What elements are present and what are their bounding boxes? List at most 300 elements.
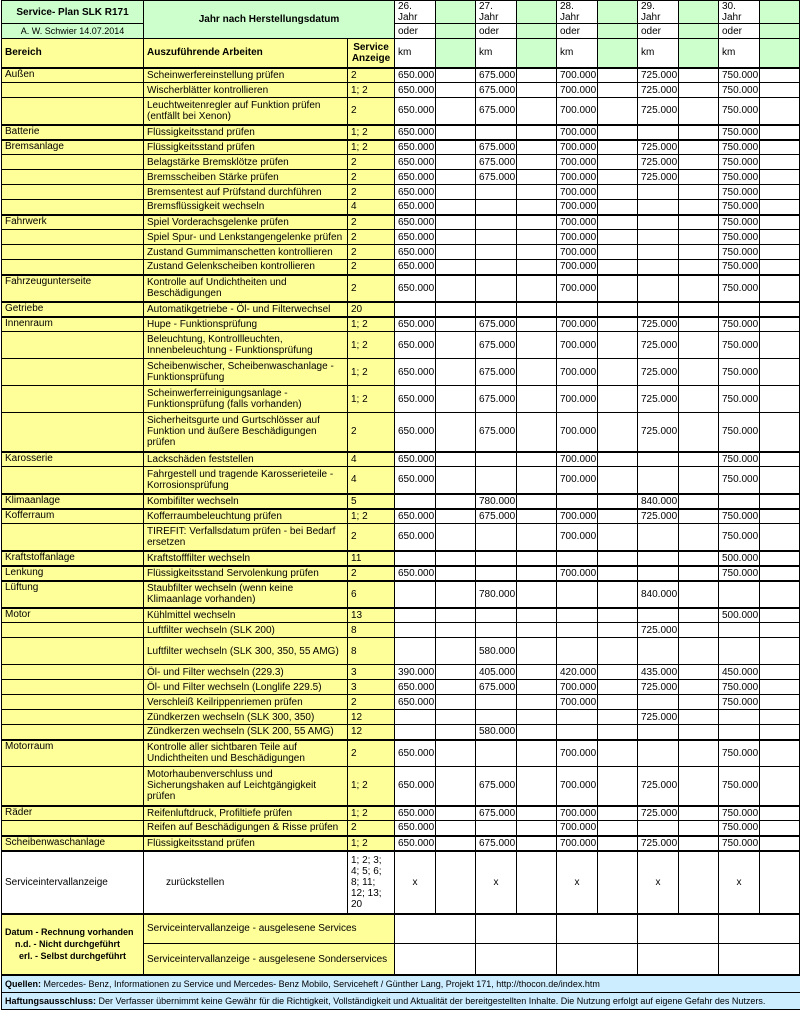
km-value-cell: 750.000 bbox=[719, 155, 760, 170]
entry-cell[interactable] bbox=[760, 68, 800, 83]
km-value-cell bbox=[476, 275, 517, 302]
entry-cell[interactable] bbox=[679, 317, 719, 332]
entry-cell[interactable] bbox=[679, 413, 719, 452]
service-code-cell: 2 bbox=[348, 695, 395, 710]
entry-cell[interactable] bbox=[436, 494, 476, 509]
area-cell: Lenkung bbox=[2, 566, 144, 581]
entry-cell[interactable] bbox=[436, 170, 476, 185]
entry-cell[interactable] bbox=[760, 185, 800, 200]
km-value-cell bbox=[395, 638, 436, 665]
entry-cell[interactable] bbox=[598, 332, 638, 359]
table-row bbox=[2, 68, 800, 83]
entry-cell[interactable] bbox=[436, 623, 476, 638]
entry-cell[interactable] bbox=[760, 170, 800, 185]
entry-cell[interactable] bbox=[598, 851, 638, 914]
entry-cell[interactable] bbox=[517, 725, 557, 740]
entry-cell[interactable] bbox=[598, 125, 638, 140]
entry-cell[interactable] bbox=[679, 155, 719, 170]
entry-cell[interactable] bbox=[598, 386, 638, 413]
entry-cell[interactable] bbox=[436, 359, 476, 386]
km-value-cell: 700.000 bbox=[557, 524, 598, 551]
entry-cell[interactable] bbox=[517, 638, 557, 665]
entry-cell[interactable] bbox=[760, 695, 800, 710]
disclaimer-note bbox=[1, 993, 800, 1010]
entry-cell[interactable] bbox=[679, 680, 719, 695]
entry-cell[interactable] bbox=[760, 245, 800, 260]
service-code-cell: 1; 2 bbox=[348, 140, 395, 155]
entry-cell[interactable] bbox=[517, 836, 557, 851]
km-value-cell: 675.000 bbox=[476, 332, 517, 359]
entry-cell[interactable] bbox=[679, 695, 719, 710]
entry-cell[interactable] bbox=[436, 767, 476, 806]
entry-cell[interactable] bbox=[598, 740, 638, 767]
entry-cell[interactable] bbox=[598, 806, 638, 821]
km-value-cell: 750.000 bbox=[719, 185, 760, 200]
km-value-cell: 750.000 bbox=[719, 821, 760, 836]
entry-cell[interactable] bbox=[517, 230, 557, 245]
entry-cell[interactable] bbox=[517, 140, 557, 155]
entry-cell[interactable] bbox=[760, 665, 800, 680]
entry-cell[interactable] bbox=[436, 608, 476, 623]
entry-cell[interactable] bbox=[679, 386, 719, 413]
entry-cell[interactable] bbox=[436, 83, 476, 98]
entry-cell[interactable] bbox=[517, 215, 557, 230]
entry-cell[interactable] bbox=[760, 851, 800, 914]
entry-cell[interactable] bbox=[598, 695, 638, 710]
km-value-cell: 650.000 bbox=[395, 467, 436, 494]
entry-cell[interactable] bbox=[436, 665, 476, 680]
entry-cell[interactable] bbox=[517, 155, 557, 170]
entry-cell[interactable] bbox=[760, 317, 800, 332]
entry-cell[interactable] bbox=[679, 215, 719, 230]
entry-cell[interactable] bbox=[517, 551, 557, 566]
entry-cell[interactable] bbox=[557, 914, 638, 944]
entry-cell[interactable] bbox=[517, 170, 557, 185]
entry-cell[interactable] bbox=[598, 170, 638, 185]
entry-cell[interactable] bbox=[517, 68, 557, 83]
km-value-cell: 650.000 bbox=[395, 83, 436, 98]
service-code-cell: 5 bbox=[348, 494, 395, 509]
entry-cell[interactable] bbox=[760, 623, 800, 638]
entry-cell[interactable] bbox=[760, 680, 800, 695]
entry-cell[interactable] bbox=[436, 821, 476, 836]
km-value-cell: 700.000 bbox=[557, 386, 598, 413]
entry-cell[interactable] bbox=[517, 695, 557, 710]
entry-cell[interactable] bbox=[679, 260, 719, 275]
entry-cell[interactable] bbox=[517, 509, 557, 524]
entry-cell[interactable] bbox=[517, 680, 557, 695]
entry-cell[interactable] bbox=[517, 98, 557, 125]
entry-cell[interactable] bbox=[436, 230, 476, 245]
entry-cell[interactable] bbox=[436, 566, 476, 581]
entry-cell[interactable] bbox=[679, 551, 719, 566]
entry-cell[interactable] bbox=[436, 467, 476, 494]
oder-label: oder bbox=[395, 24, 436, 39]
entry-cell[interactable] bbox=[517, 359, 557, 386]
entry-cell[interactable] bbox=[598, 524, 638, 551]
entry-cell[interactable] bbox=[436, 509, 476, 524]
entry-cell[interactable] bbox=[476, 944, 557, 975]
entry-cell[interactable] bbox=[760, 155, 800, 170]
entry-cell[interactable] bbox=[760, 524, 800, 551]
entry-cell[interactable] bbox=[436, 725, 476, 740]
km-value-cell: 725.000 bbox=[638, 623, 679, 638]
km-value-cell: 750.000 bbox=[719, 332, 760, 359]
entry-cell[interactable] bbox=[760, 581, 800, 608]
entry-cell[interactable] bbox=[598, 566, 638, 581]
entry-cell[interactable] bbox=[760, 821, 800, 836]
entry-cell[interactable] bbox=[679, 524, 719, 551]
entry-cell[interactable] bbox=[436, 581, 476, 608]
service-code-cell: 1; 2 bbox=[348, 83, 395, 98]
entry-cell[interactable] bbox=[760, 260, 800, 275]
entry-cell[interactable] bbox=[517, 740, 557, 767]
km-value-cell bbox=[638, 302, 679, 317]
entry-cell[interactable] bbox=[598, 509, 638, 524]
entry-cell[interactable] bbox=[598, 494, 638, 509]
km-value-cell: 780.000 bbox=[476, 494, 517, 509]
entry-cell[interactable] bbox=[517, 245, 557, 260]
entry-cell[interactable] bbox=[517, 260, 557, 275]
entry-cell[interactable] bbox=[679, 68, 719, 83]
entry-cell[interactable] bbox=[679, 608, 719, 623]
table-row bbox=[2, 509, 800, 524]
entry-cell[interactable] bbox=[679, 836, 719, 851]
km-label: km bbox=[638, 39, 679, 68]
entry-cell[interactable] bbox=[436, 710, 476, 725]
entry-cell[interactable] bbox=[436, 695, 476, 710]
entry-cell[interactable] bbox=[436, 806, 476, 821]
entry-cell[interactable] bbox=[760, 566, 800, 581]
km-value-cell: 780.000 bbox=[476, 581, 517, 608]
entry-cell[interactable] bbox=[598, 260, 638, 275]
entry-cell[interactable] bbox=[679, 332, 719, 359]
entry-cell[interactable] bbox=[760, 467, 800, 494]
entry-cell[interactable] bbox=[517, 413, 557, 452]
entry-cell[interactable] bbox=[760, 386, 800, 413]
entry-cell[interactable] bbox=[517, 608, 557, 623]
entry-cell[interactable] bbox=[598, 155, 638, 170]
entry-cell[interactable] bbox=[436, 140, 476, 155]
entry-cell[interactable] bbox=[679, 638, 719, 665]
entry-cell[interactable] bbox=[598, 665, 638, 680]
entry-cell[interactable] bbox=[517, 494, 557, 509]
area-cell: Innenraum bbox=[2, 317, 144, 332]
entry-cell[interactable] bbox=[679, 710, 719, 725]
entry-cell[interactable] bbox=[760, 413, 800, 452]
entry-cell[interactable] bbox=[719, 914, 800, 944]
entry-cell[interactable] bbox=[598, 317, 638, 332]
area-cell: Kraftstoffanlage bbox=[2, 551, 144, 566]
area-cell: Räder bbox=[2, 806, 144, 821]
service-code-cell: 1; 2 bbox=[348, 125, 395, 140]
entry-cell[interactable] bbox=[598, 821, 638, 836]
legend-read-special: Serviceintervallanzeige - ausgelesene Sonderservices bbox=[144, 944, 395, 975]
entry-cell[interactable] bbox=[436, 185, 476, 200]
entry-cell[interactable] bbox=[436, 125, 476, 140]
entry-cell[interactable] bbox=[476, 914, 557, 944]
entry-cell[interactable] bbox=[679, 200, 719, 215]
entry-cell[interactable] bbox=[760, 359, 800, 386]
entry-cell[interactable] bbox=[760, 638, 800, 665]
entry-cell[interactable] bbox=[598, 467, 638, 494]
entry-cell[interactable] bbox=[517, 275, 557, 302]
entry-cell[interactable] bbox=[517, 710, 557, 725]
entry-cell[interactable] bbox=[760, 725, 800, 740]
entry-cell[interactable] bbox=[598, 230, 638, 245]
entry-cell[interactable] bbox=[598, 836, 638, 851]
entry-cell[interactable] bbox=[517, 767, 557, 806]
entry-cell[interactable] bbox=[598, 413, 638, 452]
entry-cell[interactable] bbox=[760, 551, 800, 566]
km-value-cell: 700.000 bbox=[557, 836, 598, 851]
entry-cell[interactable] bbox=[598, 710, 638, 725]
entry-cell[interactable] bbox=[598, 68, 638, 83]
entry-cell[interactable] bbox=[598, 302, 638, 317]
entry-cell[interactable] bbox=[760, 740, 800, 767]
entry-cell[interactable] bbox=[760, 452, 800, 467]
entry-cell[interactable] bbox=[436, 413, 476, 452]
entry-cell[interactable] bbox=[436, 638, 476, 665]
entry-cell[interactable] bbox=[436, 215, 476, 230]
task-cell: Kombifilter wechseln bbox=[144, 494, 348, 509]
entry-cell[interactable] bbox=[679, 83, 719, 98]
km-value-cell bbox=[557, 710, 598, 725]
entry-cell[interactable] bbox=[679, 245, 719, 260]
entry-cell[interactable] bbox=[760, 608, 800, 623]
entry-cell[interactable] bbox=[679, 185, 719, 200]
table-row bbox=[2, 767, 800, 806]
km-value-cell: 650.000 bbox=[395, 509, 436, 524]
entry-cell[interactable] bbox=[638, 914, 719, 944]
entry-cell[interactable] bbox=[436, 302, 476, 317]
entry-cell[interactable] bbox=[679, 452, 719, 467]
entry-cell[interactable] bbox=[598, 359, 638, 386]
km-value-cell bbox=[557, 581, 598, 608]
entry-cell[interactable] bbox=[760, 200, 800, 215]
task-cell: Kraftstofffilter wechseln bbox=[144, 551, 348, 566]
entry-cell[interactable] bbox=[760, 332, 800, 359]
entry-cell[interactable] bbox=[436, 836, 476, 851]
entry-cell[interactable] bbox=[679, 467, 719, 494]
entry-cell[interactable] bbox=[436, 98, 476, 125]
entry-cell[interactable] bbox=[436, 386, 476, 413]
entry-cell[interactable] bbox=[598, 200, 638, 215]
entry-cell[interactable] bbox=[517, 125, 557, 140]
entry-cell[interactable] bbox=[760, 836, 800, 851]
km-value-cell: 650.000 bbox=[395, 695, 436, 710]
table-row bbox=[2, 740, 800, 767]
table-row bbox=[2, 200, 800, 215]
area-cell bbox=[2, 725, 144, 740]
entry-cell[interactable] bbox=[436, 275, 476, 302]
entry-cell[interactable] bbox=[436, 245, 476, 260]
entry-cell[interactable] bbox=[760, 509, 800, 524]
km-value-cell: 750.000 bbox=[719, 740, 760, 767]
km-value-cell: 580.000 bbox=[476, 638, 517, 665]
km-value-cell bbox=[476, 740, 517, 767]
table-row bbox=[2, 623, 800, 638]
entry-cell[interactable] bbox=[679, 125, 719, 140]
entry-cell[interactable] bbox=[598, 581, 638, 608]
service-code-cell: 1; 2 bbox=[348, 806, 395, 821]
entry-cell[interactable] bbox=[436, 680, 476, 695]
entry-cell[interactable] bbox=[436, 332, 476, 359]
entry-cell[interactable] bbox=[436, 551, 476, 566]
km-value-cell: 675.000 bbox=[476, 509, 517, 524]
entry-cell[interactable] bbox=[760, 710, 800, 725]
entry-cell[interactable] bbox=[760, 302, 800, 317]
entry-cell[interactable] bbox=[598, 638, 638, 665]
year-26: 26. Jahr bbox=[395, 1, 436, 24]
entry-cell[interactable] bbox=[679, 851, 719, 914]
entry-cell[interactable] bbox=[598, 623, 638, 638]
entry-cell[interactable] bbox=[679, 275, 719, 302]
entry-cell[interactable] bbox=[395, 944, 476, 975]
entry-cell[interactable] bbox=[436, 851, 476, 914]
entry-cell[interactable] bbox=[436, 68, 476, 83]
km-value-cell: 675.000 bbox=[476, 680, 517, 695]
entry-cell[interactable] bbox=[760, 494, 800, 509]
entry-cell[interactable] bbox=[679, 566, 719, 581]
entry-cell[interactable] bbox=[598, 140, 638, 155]
km-value-cell: 750.000 bbox=[719, 245, 760, 260]
entry-cell[interactable] bbox=[760, 806, 800, 821]
area-cell bbox=[2, 710, 144, 725]
km-value-cell: 750.000 bbox=[719, 806, 760, 821]
entry-cell[interactable] bbox=[679, 170, 719, 185]
task-cell: Bremsscheiben Stärke prüfen bbox=[144, 170, 348, 185]
task-cell: Wischerblätter kontrollieren bbox=[144, 83, 348, 98]
entry-cell[interactable] bbox=[760, 230, 800, 245]
year-27: 27. Jahr bbox=[476, 1, 517, 24]
entry-cell[interactable] bbox=[436, 452, 476, 467]
entry-cell[interactable] bbox=[719, 944, 800, 975]
km-value-cell: 700.000 bbox=[557, 155, 598, 170]
entry-cell[interactable] bbox=[638, 944, 719, 975]
entry-cell[interactable] bbox=[679, 359, 719, 386]
entry-cell[interactable] bbox=[598, 551, 638, 566]
entry-cell[interactable] bbox=[760, 215, 800, 230]
oder-label: oder bbox=[476, 24, 517, 39]
entry-cell[interactable] bbox=[760, 125, 800, 140]
entry-cell[interactable] bbox=[395, 914, 476, 944]
km-value-cell: 750.000 bbox=[719, 509, 760, 524]
km-value-cell bbox=[476, 710, 517, 725]
entry-cell[interactable] bbox=[517, 851, 557, 914]
entry-cell[interactable] bbox=[517, 806, 557, 821]
entry-cell[interactable] bbox=[517, 566, 557, 581]
entry-cell[interactable] bbox=[436, 155, 476, 170]
service-code-cell: 2 bbox=[348, 524, 395, 551]
area-cell bbox=[2, 680, 144, 695]
entry-cell[interactable] bbox=[760, 767, 800, 806]
entry-cell[interactable] bbox=[436, 200, 476, 215]
entry-cell[interactable] bbox=[598, 185, 638, 200]
entry-cell[interactable] bbox=[517, 200, 557, 215]
entry-cell[interactable] bbox=[679, 140, 719, 155]
km-value-cell: 700.000 bbox=[557, 467, 598, 494]
entry-cell[interactable] bbox=[517, 332, 557, 359]
entry-cell[interactable] bbox=[598, 725, 638, 740]
area-cell: Lüftung bbox=[2, 581, 144, 608]
entry-cell[interactable] bbox=[679, 494, 719, 509]
km-value-cell: 675.000 bbox=[476, 386, 517, 413]
entry-cell[interactable] bbox=[679, 623, 719, 638]
service-code-cell: 2 bbox=[348, 215, 395, 230]
entry-cell[interactable] bbox=[598, 215, 638, 230]
entry-cell[interactable] bbox=[436, 317, 476, 332]
km-value-cell bbox=[476, 215, 517, 230]
entry-cell[interactable] bbox=[679, 230, 719, 245]
entry-cell[interactable] bbox=[679, 806, 719, 821]
entry-cell[interactable] bbox=[679, 509, 719, 524]
entry-cell[interactable] bbox=[679, 821, 719, 836]
entry-cell[interactable] bbox=[760, 140, 800, 155]
entry-cell[interactable] bbox=[517, 452, 557, 467]
entry-cell[interactable] bbox=[436, 260, 476, 275]
year-30: 30. Jahr bbox=[719, 1, 760, 24]
service-code-cell: 2 bbox=[348, 245, 395, 260]
service-code-cell: 2 bbox=[348, 260, 395, 275]
entry-cell[interactable] bbox=[679, 767, 719, 806]
km-value-cell: 750.000 bbox=[719, 125, 760, 140]
entry-cell[interactable] bbox=[598, 98, 638, 125]
entry-cell[interactable] bbox=[598, 767, 638, 806]
service-code-cell: 2 bbox=[348, 740, 395, 767]
entry-cell[interactable] bbox=[517, 185, 557, 200]
entry-cell[interactable] bbox=[557, 944, 638, 975]
entry-cell[interactable] bbox=[436, 524, 476, 551]
entry-cell[interactable] bbox=[517, 524, 557, 551]
km-value-cell: 750.000 bbox=[719, 68, 760, 83]
entry-cell[interactable] bbox=[517, 467, 557, 494]
entry-cell[interactable] bbox=[517, 821, 557, 836]
km-value-cell: 650.000 bbox=[395, 359, 436, 386]
entry-cell[interactable] bbox=[517, 581, 557, 608]
entry-cell[interactable] bbox=[679, 665, 719, 680]
table-row bbox=[2, 413, 800, 452]
entry-cell[interactable] bbox=[517, 83, 557, 98]
entry-cell[interactable] bbox=[760, 275, 800, 302]
service-code-cell: 4 bbox=[348, 200, 395, 215]
entry-cell[interactable] bbox=[760, 98, 800, 125]
entry-cell[interactable] bbox=[679, 725, 719, 740]
entry-cell[interactable] bbox=[598, 275, 638, 302]
entry-cell[interactable] bbox=[517, 386, 557, 413]
entry-cell[interactable] bbox=[517, 623, 557, 638]
entry-cell[interactable] bbox=[679, 98, 719, 125]
entry-cell[interactable] bbox=[517, 317, 557, 332]
entry-cell[interactable] bbox=[679, 740, 719, 767]
entry-cell[interactable] bbox=[760, 83, 800, 98]
km-value-cell: x bbox=[395, 851, 436, 914]
km-value-cell: 650.000 bbox=[395, 740, 436, 767]
entry-cell[interactable] bbox=[517, 665, 557, 680]
entry-cell[interactable] bbox=[598, 245, 638, 260]
entry-cell[interactable] bbox=[598, 608, 638, 623]
area-cell: Karosserie bbox=[2, 452, 144, 467]
entry-cell[interactable] bbox=[598, 83, 638, 98]
entry-cell[interactable] bbox=[679, 581, 719, 608]
entry-cell[interactable] bbox=[598, 680, 638, 695]
entry-cell[interactable] bbox=[517, 302, 557, 317]
entry-cell[interactable] bbox=[598, 452, 638, 467]
area-cell: Serviceintervallanzeige bbox=[2, 851, 144, 914]
km-value-cell: 675.000 bbox=[476, 836, 517, 851]
entry-cell[interactable] bbox=[436, 740, 476, 767]
entry-cell[interactable] bbox=[679, 302, 719, 317]
